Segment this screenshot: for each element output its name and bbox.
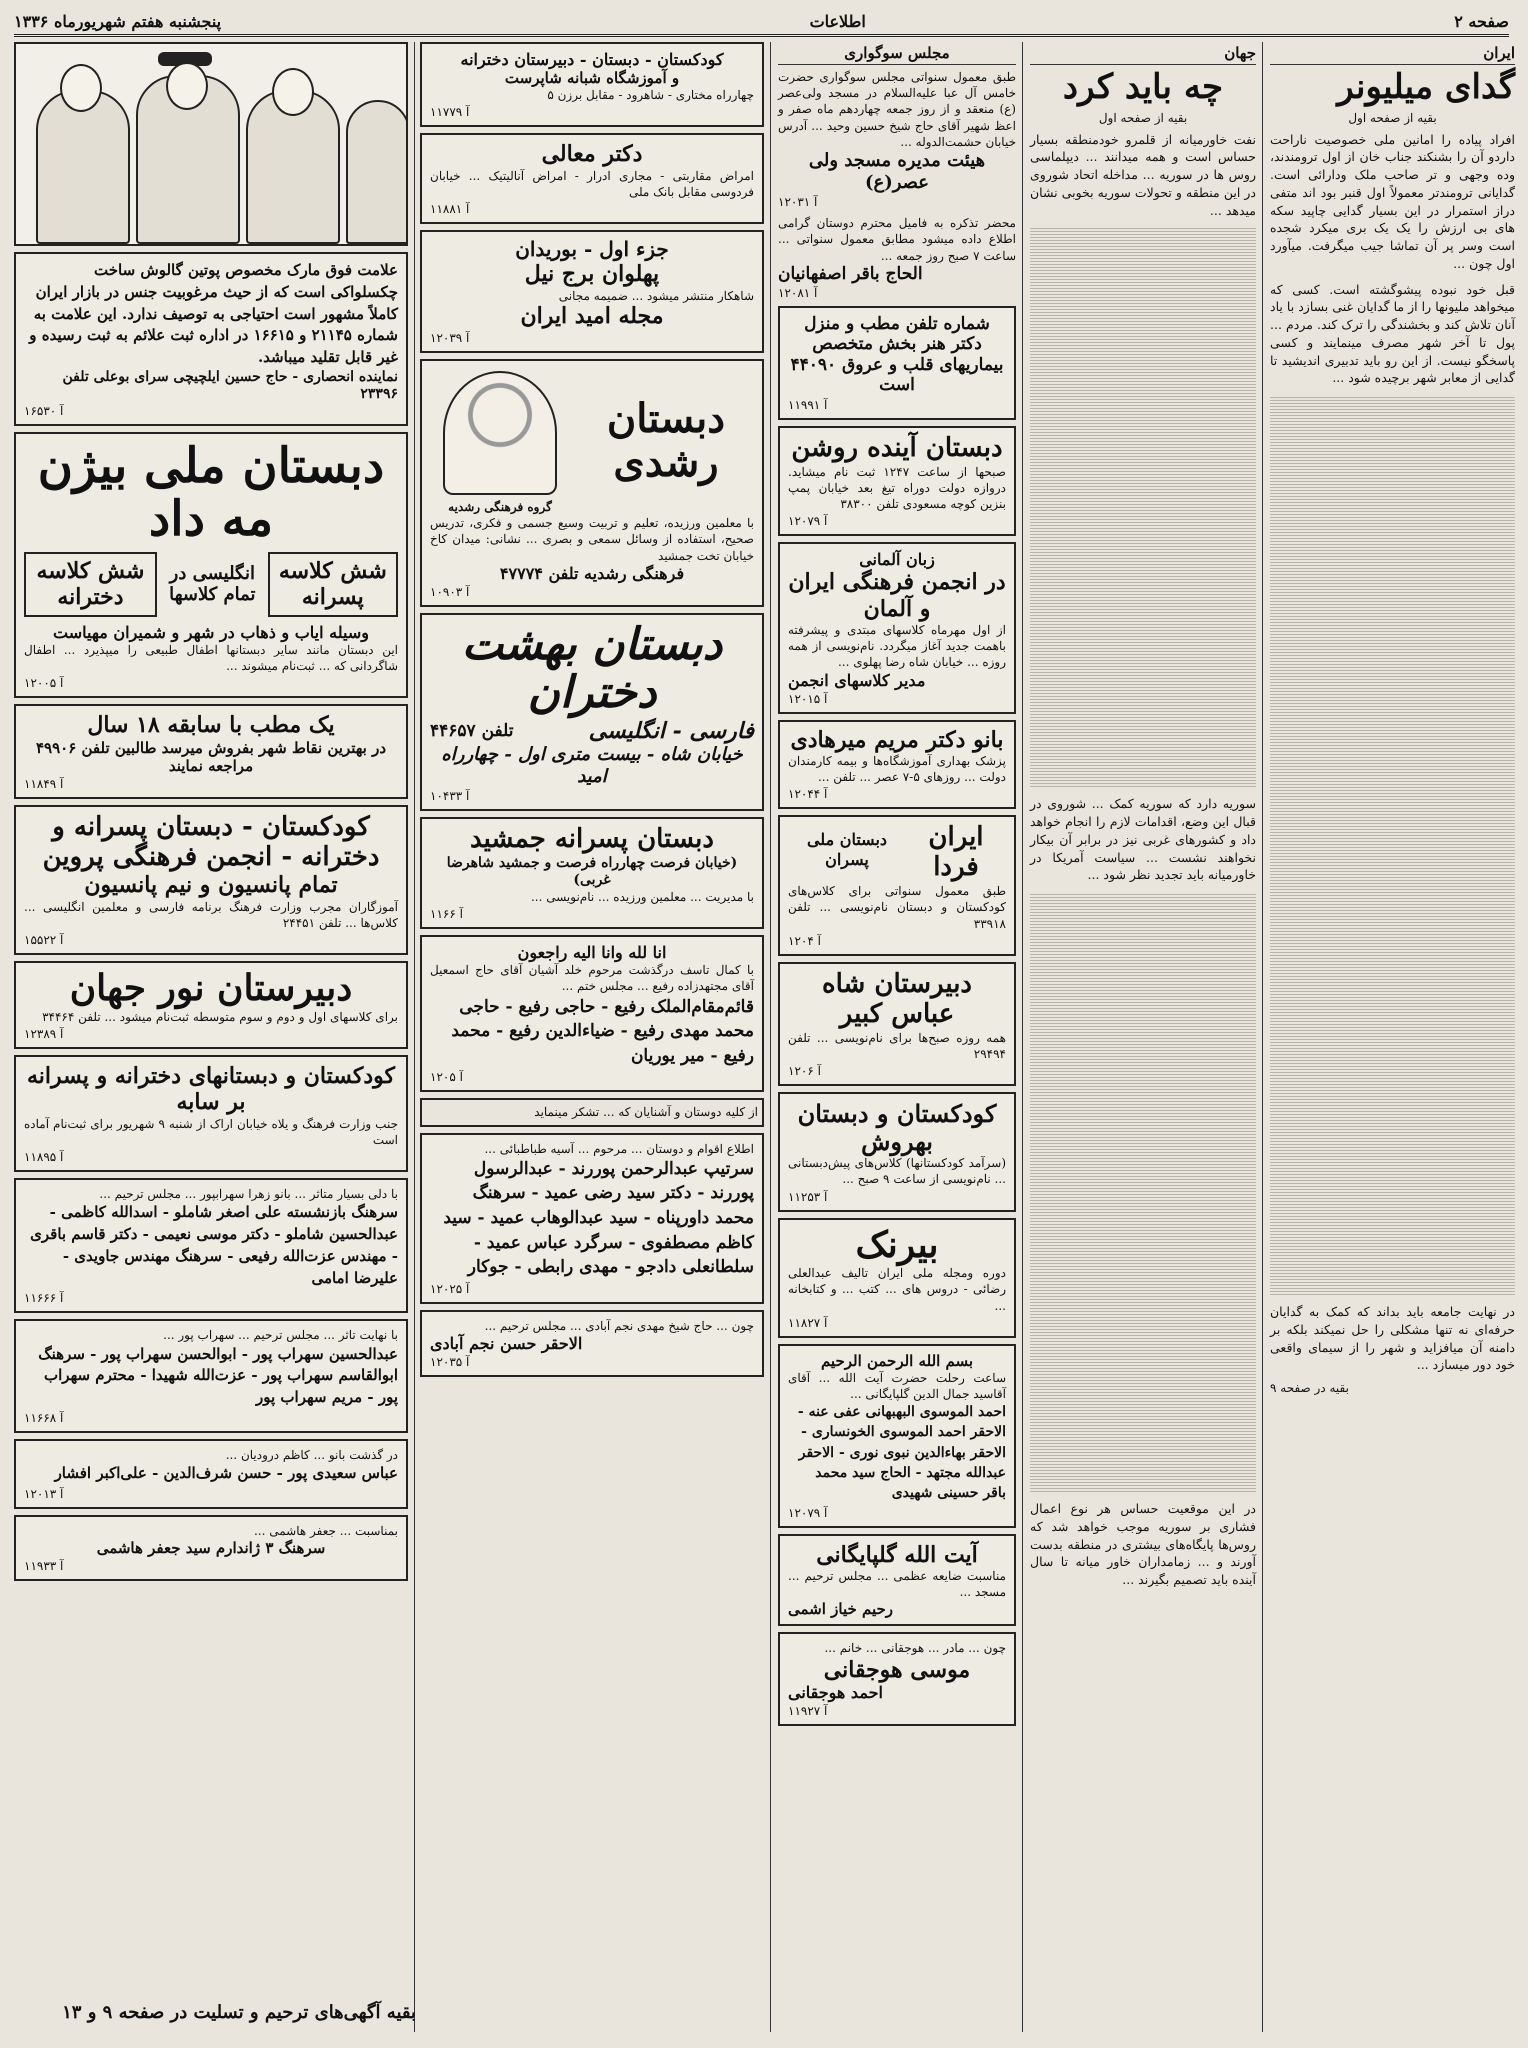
doctor-ad [778, 720, 1016, 810]
section-world: جهان [1030, 42, 1256, 65]
column-rule [1262, 42, 1263, 2032]
obituary-body: با دلی بسیار متاثر ... بانو زهرا سهرابپور ... مجلس ترحیم ... [99, 1187, 398, 1202]
notice-body: محضر تذکره به فامیل محترم دوستان گرامی اطلاع داده میشود مطابق معمول سنواتی ... ساعت ۷ صبح روز جمعه ... [778, 216, 1016, 263]
ad-code: آ ۱۲۳۸۹ [24, 1027, 64, 1041]
continued-notice: بقیه آگهی‌های ترحیم و تسلیت در صفحه ۹ و ۱۳ [62, 2002, 416, 2023]
article-body-2: قبل خود نبوده پیشوگشته است. کسی که میخواهد ملیونها را از ما گدایان غنی بسازد با یاد آنان تلاش کند و بخشندگی را ترک کند. مردم ... پول تا آخر شهر مصرف مینمایند و کسی پاسخگو نیست. از این رو باید تدبیری اندیشید تا گدایی از معابر شهر برچیده شود ... [1270, 281, 1515, 386]
german-signature: مدیر کلاسهای انجمن [788, 670, 926, 690]
column-notices [778, 42, 1016, 1732]
article-text-block [1270, 395, 1515, 1295]
article-body: نفت خاورمیانه از قلمرو خودمنطقه بسیار حساس است و همه میدانند ... دیپلماسی روس ها در سوریه ... مداخله اتحاد شوروی در این منطقه و تحولات سوریه بخوبی نشان میدهد ... [1030, 131, 1256, 218]
obituary-sohrabpour-2 [14, 1319, 408, 1432]
ad-code: آ ۱۲۰۳۹ [430, 331, 470, 346]
obituary-names: احمد الموسوی البهبهانی عفی عنه - الاحقر احمد الموسوی الخونساری - الاحقر بهاءالدین نبوی نوری - الاحقر عبدالله مجتهد - الحاج سید محمد باقر حسینی شهیدی [797, 1404, 1006, 1502]
ad-code: آ ۱۲۰۱۳ [24, 1486, 64, 1501]
clinic-sale-ad [14, 704, 408, 798]
ad-code: آ ۱۲۰۲۵ [430, 1282, 470, 1297]
roshdi-label: گروه فرهنگی رشدیه [448, 500, 552, 515]
obituary-kazem [14, 1439, 408, 1509]
article-body-2: سوریه دارد که سوریه کمک ... شوروی در قبال این وضع، اقدامات لازم را انجام خواهد داد و کشورهای غربی نیز در برابر آن بیکار نخواهند نشست ... سیاست آمریکا در خاورمیانه باید تجدید نظر شود ... [1030, 796, 1256, 883]
ad-code: آ ۱۱۸۸۱ [430, 202, 470, 217]
abbas-ad [778, 962, 1016, 1086]
abbas-title: دبیرستان شاه عباس کبیر [821, 968, 973, 1029]
ad-code: آ ۱۲۰۷۹ [788, 514, 828, 529]
bijan-boys: شش کلاسه پسرانه [268, 552, 398, 617]
ad-code: آ ۱۲۰۳۵ [430, 1355, 470, 1370]
roshdi-ad [420, 359, 764, 607]
sale-body: در بهترین نقاط شهر بفروش میرسد طالبین تلفن ۴۹۹۰۶ مراجعه نمایند [35, 738, 387, 775]
jamshid-title: دبستان پسرانه جمشید [470, 824, 714, 855]
behesht-address: خیابان شاه - بیست متری اول - چهارراه امید [441, 744, 743, 787]
ad-code: آ ۱۱۹۳۳ [24, 1558, 64, 1573]
girls-school-ad [14, 1055, 408, 1172]
behesht-phone: تلفن ۴۴۶۵۷ [430, 720, 514, 741]
obituary-signature: رحیم خیاز اشمی [788, 1600, 893, 1619]
founder-portrait [443, 371, 557, 495]
obituary-signature: احمد هوجقانی [788, 1682, 883, 1702]
mourning-names: قائم‌مقام‌الملک رفیع - حاجی رفیع - حاجی محمد مهدی رفیع - ضیاءالدین رفیع - محمد رفیع - میر یوریان [451, 996, 754, 1066]
obituary-ad-3 [778, 1632, 1016, 1726]
ad-code: آ ۱۱۸۴۹ [24, 776, 64, 791]
obituary-names: سرتیپ عبدالرحمن پوررند - عبدالرسول پوررند - دکتر سید رضی عمید - سرهنگ محمد داورپناه - سید عبدالوهاب عمید - سید کاظم مصطفوی - سرگرد عباس عمید - سلطانعلی دادجو - مهدی رابطی - جوکار [443, 1158, 754, 1278]
farda-subtitle: دبستان ملی پسران [806, 830, 888, 869]
behrush-body: (سرآمد کودکستانها) کلاس‌های پیش‌دبستانی ... نام‌نویسی از ساعت ۹ صبح ... [788, 1156, 1006, 1187]
figure-man [36, 90, 130, 244]
mourning-title: مجلس سوگواری [778, 42, 1016, 65]
article-text-block [1030, 892, 1256, 1492]
obituary-body: بمناسبت ... جعفر هاشمی ... [253, 1523, 398, 1538]
magazine-ad [420, 230, 764, 353]
bijan-ad [14, 432, 408, 698]
column-iran [1270, 42, 1515, 1396]
ad-code: آ ۱۲۰۷۹ [788, 1505, 828, 1520]
jamshid-body: با مدیریت ... معلمین ورزیده ... نام‌نویسی ... [530, 889, 754, 904]
thanks-notice: از کلیه دوستان و آشنایان که ... تشکر مینماید [420, 1098, 764, 1126]
biranak-body: دوره ومجله ملی ایران تالیف عبدالعلی رضائی - دروس های ... کتب ... و کتابخانه ... [788, 1266, 1006, 1313]
trademark-signature: نماینده انحصاری - حاج حسین ایلچیچی سرای بوعلی تلفن ۲۳۳۹۶ [62, 368, 398, 402]
bijan-subtitle: انگلیسی در تمام کلاسها [169, 562, 256, 606]
ad-code: آ ۱۲۰۰۵ [24, 676, 64, 691]
obituary-jafar [14, 1515, 408, 1581]
ad-code: آ ۱۲۰۳۱ [778, 195, 818, 210]
obituary-ad-6 [420, 1310, 764, 1377]
behesht-title: دبستان بهشت دختران [461, 618, 723, 719]
moali-body: امراض مقاربتی - مجاری ادرار - امراض آنالیتیک ... خیابان فردوسی مقابل بانک ملی [430, 168, 754, 199]
biranak-title: بیرنک [855, 1223, 939, 1266]
obituary-body: در گذشت بانو ... کاظم درودیان ... [225, 1447, 398, 1462]
obituary-ad-5 [420, 1133, 764, 1304]
obituary-names: سرهنگ بازنشسته علی اصغر شاملو - اسدالله کاظمی - عبدالحسین شاملو - دکتر موسی نعیمی - دکتر قاسم باقری - مهندس عزت‌الله رفیعی - سرهنگ مهندس جاویدی - علیرضا امامی [30, 1203, 398, 1287]
german-title: در انجمن فرهنگی ایران و آلمان [788, 569, 1006, 622]
obituary-signature: الاحقر حسن نجم آبادی [430, 1334, 583, 1354]
article-text-block [1030, 227, 1256, 787]
ad-code: آ ۱۱۹۲۷ [788, 1704, 828, 1719]
article-continued: بقیه در صفحه ۹ [1270, 1381, 1349, 1396]
obituary-names: عبدالحسین سهراب پور - ابوالحسن سهراب پور - سرهنگ ابوالقاسم سهراب پور - عزت‌الله شهیدا - محترم سهراب پور - مریم سهراب پور [38, 1344, 398, 1407]
ad-code: آ ۱۱۲۵۳ [788, 1189, 828, 1204]
ad-code: آ ۱۱۷۷۹ [430, 105, 470, 120]
magazine-body: شاهکار منتشر میشود ... ضمیمه مجانی [558, 288, 754, 303]
figure-head [272, 68, 314, 116]
obituary-body: چون ... حاج شیخ مهدی نجم آبادی ... مجلس ترحیم ... [484, 1319, 754, 1334]
ad-code: آ ۱۵۵۲۲ [24, 933, 64, 948]
kindergarten-ad [420, 42, 764, 127]
doctor-moali-ad [420, 133, 764, 224]
article-subtitle: بقیه از صفحه اول [1098, 111, 1188, 126]
column-ads-left [14, 42, 408, 1587]
issue-date: پنجشنبه هفتم شهریورماه ۱۳۳۶ [14, 11, 222, 31]
parvin-body: آموزگاران مجرب وزارت فرهنگ برنامه فارسی و معلمین انگلیسی ... کلاس‌ها ... تلفن ۲۴۴۵۱ [24, 899, 398, 931]
mourning-signature: هیئت مدیره مسجد ولی عصر(ع) [808, 149, 986, 193]
school-ad [778, 426, 1016, 536]
parvin-title: کودکستان - دبستان پسرانه و دخترانه - انجمن فرهنگی پروین [42, 811, 380, 872]
girls-school-title: کودکستان و دبستانهای دخترانه و پسرانه بر سابه [27, 1063, 395, 1116]
article-title: چه باید کرد [1062, 67, 1224, 107]
obituary-title: آیت الله گلپایگانی [816, 1541, 978, 1568]
obituary-body: چون ... مادر ... هوجقانی ... خانم ... [824, 1641, 1006, 1656]
obituary-body: ساعت رحلت حضرت آیت الله ... آقای آقاسید جمال الدین گلپایگانی ... [788, 1370, 1006, 1401]
noorjahan-ad [14, 961, 408, 1049]
german-body: از اول مهرماه کلاسهای مبتدی و پیشرفته باهمت جدید آغاز میگردد. نام‌نویسی از همه روزه ... خیابان شاه رضا پهلوی ... [788, 623, 1006, 670]
school-body: صبحها از ساعت ۱۲۴۷ ثبت نام میشاید. دروازه دولت دوراه تیغ بعد خیابان پمپ بنزین کوچه مسعودی تلفن ۳۸۳۰۰ [788, 464, 1006, 511]
page-number: صفحه ۲ [1454, 11, 1509, 31]
kindergarten-subtitle: و آموزشگاه شبانه شاپرست [504, 69, 680, 88]
figure-man [346, 100, 408, 244]
mourning-head: انا لله وانا الیه راجعون [517, 942, 667, 962]
behesht-ad [420, 613, 764, 811]
magazine-title: پهلوان برج نیل [524, 261, 660, 288]
school-title: دبستان آینده روشن [791, 432, 1003, 463]
abbas-body: همه روزه صبح‌ها برای نام‌نویسی ... تلفن ۲۹۴۹۴ [788, 1030, 1006, 1061]
magazine-name: مجله امید ایران [520, 302, 664, 329]
jamshid-subtitle: (خیابان فرصت چهارراه فرصت و جمشید شاهرضا غربی) [446, 855, 738, 888]
roshdi-signature: فرهنگی رشدیه تلفن ۴۷۷۷۴ [499, 563, 685, 583]
jamshid-ad [420, 817, 764, 929]
biranak-ad [778, 1218, 1016, 1338]
noorjahan-body: برای کلاسهای اول و دوم و سوم متوسطه ثبت‌نام میشود ... تلفن ۳۴۴۶۴ [42, 1009, 398, 1024]
ad-code: آ ۱۱۸۹۵ [24, 1150, 64, 1165]
paper-name: اطلاعات [809, 11, 866, 31]
ad-code: آ ۱۲۰۴ [788, 933, 821, 948]
behesht-subtitle: فارسی - انگلیسی [588, 717, 754, 744]
obituary-ad [778, 1344, 1016, 1528]
ad-code: آ ۱۱۶۶۸ [24, 1410, 64, 1425]
column-world [1030, 42, 1256, 1589]
clinic-title: شماره تلفن مطب و منزل دکتر هنر بخش متخصص بیماریهای قلب و عروق ۴۴۰۹۰ است [790, 314, 1004, 396]
moali-title: دکتر معالی [541, 141, 643, 168]
notice-signature: الحاج باقر اصفهانیان [778, 263, 923, 284]
article-body: افراد پیاده را امانین ملی خصوصیت ناراحت داردو آن را بشنکند جناب خان از اول ترومندند، وده وجهی و تر صاحب ملک ودارائی است. گدایانی ترومندتر معمولاً اول قنبر بود اند متفی دراز استمرار در این بسیار گدایی چاپید سکه های بی ارزش را یک یک بری میکرد شجده است وسر پر آن تماشا جیب میگرفت. میآورد اول چون ... [1270, 131, 1515, 271]
kindergarten-title: کودکستان - دبستان - دبیرستان دخترانه [460, 50, 724, 69]
bijan-transport: وسیله ایاب و ذهاب در شهر و شمیران مهیاست [53, 622, 369, 642]
behrush-title: کودکستان و دبستان بهروش [797, 1098, 997, 1156]
masthead [14, 8, 1509, 37]
article-subtitle: بقیه از صفحه اول [1348, 111, 1437, 126]
behrush-ad [778, 1092, 1016, 1212]
ad-code: آ ۱۰۹۰۳ [430, 584, 470, 599]
section-iran: ایران [1270, 42, 1515, 65]
german-ad [778, 542, 1016, 714]
doctor-title: بانو دکتر مریم میرهادی [790, 726, 1004, 753]
roshdi-body: با معلمین ورزیده، تعلیم و تربیت وسیع جسمی و فکری، تدریس صحیح، استفاده از وسائل سمعی و بصری ... نشانی: میدان کاخ خیابان تخت جمشید [430, 516, 754, 563]
trademark-body: علامت فوق مارک مخصوص پوتین گالوش ساخت چکسلواکی است که از حیث مرغوبیت جنس در بازار ایران کاملاً مشهور است احتیاجی به توصیف ندارد. این علامت به شماره ۲۱۱۴۵ و ۱۶۶۱۵ در اداره ثبت علائم به ثبت رسیده و غیر قابل تقلید میباشد. [29, 261, 398, 366]
farda-ad [778, 815, 1016, 955]
column-rule [414, 42, 415, 2032]
magazine-head: جزء اول - بوریدان [515, 237, 669, 262]
ad-code: آ ۱۱۶۶۶ [24, 1291, 64, 1306]
article-body-3: در نهایت جامعه باید بداند که کمک به گدایان حرفه‌ای نه تنها مشکلی را حل نمیکند بلکه بر دامنه آن میافزاید و شهر را از سیمای واقعی خود دور میسازد ... [1270, 1304, 1515, 1373]
column-rule [1022, 42, 1023, 2032]
mourning-body: طبق معمول سنواتی مجلس سوگواری حضرت خامس آل عبا علیه‌السلام در مسجد ولی‌عصر (ع) منعقد و از روز جمعه چهاردهم ماه صفر و اعظ شهیر آقای حاج شیخ حسین وحید ... آدرس خیابان حشمت‌الدوله ... [778, 70, 1016, 149]
article-title: گدای میلیونر [1337, 67, 1515, 107]
ad-code: آ ۱۲۰۴۴ [788, 787, 828, 802]
obituary-title: موسی هوجقانی [823, 1656, 971, 1683]
farda-title: ایران فردا [928, 822, 984, 883]
doctor-body: پزشک بهداری آموزشگاه‌ها و بیمه کارمندان دولت ... روزهای ۵-۷ عصر ... تلفن ... [788, 754, 1006, 785]
obituary-body: مناسبت ضایعه عظمی ... مجلس ترحیم ... مسجد ... [788, 1568, 1006, 1600]
obituary-ad-2 [778, 1534, 1016, 1627]
ad-code: آ ۱۲۰۶ [788, 1063, 821, 1078]
girls-school-body: جنب وزارت فرهنگ و یلاه خیابان اراک از شنبه ۹ شهریور برای ثبت‌نام آماده است [24, 1116, 398, 1147]
bijan-body: این دبستان مانند سایر دبستانها اطفال طبیعی را میپذیرد ... اطفال شاگردانی که ... ثبت‌نام میشوند ... [24, 642, 398, 674]
mourning-ad [420, 935, 764, 1092]
obituary-sohrabpour-1 [14, 1178, 408, 1313]
figure-head [166, 62, 208, 110]
clinic-ad [778, 306, 1016, 420]
parvin-subtitle: تمام پانسیون و نیم پانسیون [84, 872, 338, 899]
trademark-ad [14, 252, 408, 426]
article-body-3: در این موقعیت حساس هر نوع اعمال فشاری بر سوریه موجب خواهد شد که روس‌ها پایگاه‌های بیشتری در منطقه بدست آورند و ... زمامداران خاور میانه تا سال آینده باید تصمیم بگیرند ... [1030, 1501, 1256, 1588]
ad-code: آ ۱۰۴۳۳ [430, 789, 470, 804]
ad-code: آ ۱۶۵۳۰ [24, 404, 64, 419]
column-ads-middle [420, 42, 764, 1383]
basmala: بسم الله الرحمن الرحیم [820, 1351, 974, 1370]
parvin-ad [14, 805, 408, 956]
obituary-signature: سرهنگ ۳ ژاندارم سید جعفر هاشمی [96, 1538, 326, 1557]
ad-code: آ ۱۲۰۵ [430, 1070, 463, 1085]
obituary-body: با نهایت تاثر ... مجلس ترحیم ... سهراب پور ... [163, 1328, 398, 1343]
obituary-names: عباس سعیدی پور - حسن شرف‌الدین - علی‌اکبر افشار [54, 1463, 398, 1482]
column-rule [770, 42, 771, 2032]
ad-code: آ ۱۱۶۶ [430, 906, 463, 921]
obituary-body: اطلاع اقوام و دوستان ... مرحوم ... آسیه طباطبائی ... [484, 1141, 754, 1156]
figure-head [60, 64, 102, 112]
mourning-body: با کمال تاسف درگذشت مرحوم خلد آشیان آقای حاج اسمعیل آقای مجتهدزاده رفیع ... مجلس ختم ... [430, 963, 754, 994]
sale-title: یک مطب با سابقه ۱۸ سال [87, 712, 335, 739]
german-head: زبان آلمانی [859, 550, 935, 570]
ad-code: آ ۱۱۹۹۱ [788, 397, 828, 412]
trademark-illustration [14, 42, 408, 246]
roshdi-title: دبستان رشدی [606, 395, 726, 487]
ad-code: آ ۱۱۸۲۷ [788, 1315, 828, 1330]
ad-code: آ ۱۲۰۱۵ [788, 691, 828, 706]
ad-code: آ ۱۲۰۸۱ [778, 286, 818, 301]
kindergarten-body: چهارراه مختاری - شاهرود - مقابل برزن ۵ [547, 88, 754, 103]
farda-body: طبق معمول سنواتی برای کلاس‌های کودکستان و دبستان نام‌نویسی ... تلفن ۳۳۹۱۸ [788, 884, 1006, 931]
bijan-girls: شش کلاسه دخترانه [24, 552, 157, 617]
noorjahan-title: دبیرستان نور جهان [69, 967, 353, 1010]
bijan-title: دبستان ملی بیژن مه داد [37, 438, 385, 548]
